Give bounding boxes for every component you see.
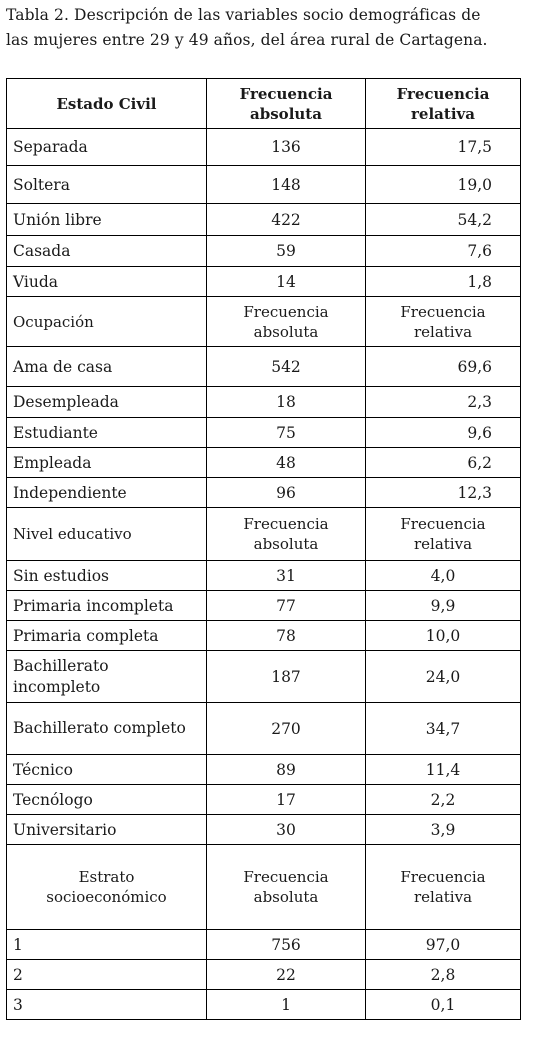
- table-row: [7, 815, 521, 845]
- demographics-table: [6, 78, 521, 1020]
- row-absolute: 17: [207, 785, 366, 815]
- row-relative: 9,9: [366, 591, 521, 621]
- row-relative: 17,5: [366, 129, 521, 166]
- row-absolute: 30: [207, 815, 366, 845]
- table-row: [7, 387, 521, 418]
- table-row: [7, 785, 521, 815]
- header-row-estado-civil: [7, 79, 521, 129]
- header-frecuencia-relativa: Frecuencia relativa: [366, 508, 521, 561]
- row-label: Casada: [7, 236, 207, 267]
- row-label: Independiente: [7, 478, 207, 508]
- row-absolute: 542: [207, 347, 366, 387]
- header-ocupacion: Ocupación: [7, 297, 207, 347]
- row-absolute: 48: [207, 448, 366, 478]
- row-absolute: 14: [207, 267, 366, 297]
- row-absolute: 270: [207, 703, 366, 755]
- row-relative: 0,1: [366, 990, 521, 1020]
- row-label: Primaria incompleta: [7, 591, 207, 621]
- row-label: Separada: [7, 129, 207, 166]
- row-relative: 4,0: [366, 561, 521, 591]
- row-absolute: 148: [207, 166, 366, 204]
- header-row-nivel-educativo: [7, 508, 521, 561]
- row-label: Desempleada: [7, 387, 207, 418]
- row-label: Técnico: [7, 755, 207, 785]
- table-row: [7, 930, 521, 960]
- row-relative: 54,2: [366, 204, 521, 236]
- header-nivel-educativo: Nivel educativo: [7, 508, 207, 561]
- row-relative: 19,0: [366, 166, 521, 204]
- table-row: [7, 561, 521, 591]
- row-label: Estudiante: [7, 418, 207, 448]
- row-relative: 2,8: [366, 960, 521, 990]
- row-label: 3: [7, 990, 207, 1020]
- table-row: [7, 478, 521, 508]
- table-row: [7, 591, 521, 621]
- row-label: Bachillerato completo: [7, 703, 207, 755]
- row-absolute: 77: [207, 591, 366, 621]
- table-row: [7, 129, 521, 166]
- row-absolute: 22: [207, 960, 366, 990]
- row-relative: 10,0: [366, 621, 521, 651]
- header-frecuencia-relativa: Frecuencia relativa: [366, 297, 521, 347]
- table-row: [7, 267, 521, 297]
- row-relative: 24,0: [366, 651, 521, 703]
- table-row: [7, 347, 521, 387]
- header-frecuencia-relativa: Frecuencia relativa: [366, 79, 521, 129]
- header-frecuencia-absoluta: Frecuencia absoluta: [207, 508, 366, 561]
- table-row: [7, 990, 521, 1020]
- header-estrato-socioeconomico: Estrato socioeconómico: [7, 845, 207, 930]
- row-label: Unión libre: [7, 204, 207, 236]
- row-absolute: 1: [207, 990, 366, 1020]
- row-label: Empleada: [7, 448, 207, 478]
- row-absolute: 78: [207, 621, 366, 651]
- row-absolute: 31: [207, 561, 366, 591]
- row-absolute: 422: [207, 204, 366, 236]
- table-row: [7, 236, 521, 267]
- caption-line-2: las mujeres entre 29 y 49 años, del área rural de Cartagena.: [6, 31, 488, 49]
- row-absolute: 18: [207, 387, 366, 418]
- table-row: [7, 703, 521, 755]
- header-estado-civil: Estado Civil: [7, 79, 207, 129]
- row-relative: 2,3: [366, 387, 521, 418]
- table-row: [7, 418, 521, 448]
- table-caption: [6, 3, 536, 53]
- table-row: [7, 755, 521, 785]
- row-label: Sin estudios: [7, 561, 207, 591]
- header-row-ocupacion: [7, 297, 521, 347]
- row-absolute: 89: [207, 755, 366, 785]
- row-label: Ama de casa: [7, 347, 207, 387]
- row-absolute: 96: [207, 478, 366, 508]
- row-relative: 2,2: [366, 785, 521, 815]
- row-absolute: 75: [207, 418, 366, 448]
- row-label: Tecnólogo: [7, 785, 207, 815]
- row-label: Viuda: [7, 267, 207, 297]
- row-relative: 97,0: [366, 930, 521, 960]
- table-row: [7, 204, 521, 236]
- row-relative: 69,6: [366, 347, 521, 387]
- table-row: [7, 651, 521, 703]
- row-relative: 34,7: [366, 703, 521, 755]
- header-frecuencia-absoluta: Frecuencia absoluta: [207, 79, 366, 129]
- row-label: Primaria completa: [7, 621, 207, 651]
- header-frecuencia-absoluta: Frecuencia absoluta: [207, 845, 366, 930]
- caption-line-1: Tabla 2. Descripción de las variables socio demográficas de: [6, 6, 481, 24]
- row-relative: 11,4: [366, 755, 521, 785]
- row-label: 1: [7, 930, 207, 960]
- header-frecuencia-relativa: Frecuencia relativa: [366, 845, 521, 930]
- row-absolute: 187: [207, 651, 366, 703]
- row-absolute: 136: [207, 129, 366, 166]
- table-row: [7, 448, 521, 478]
- row-label: 2: [7, 960, 207, 990]
- row-relative: 9,6: [366, 418, 521, 448]
- row-label: Bachillerato incompleto: [7, 651, 207, 703]
- row-relative: 1,8: [366, 267, 521, 297]
- row-relative: 6,2: [366, 448, 521, 478]
- table-row: [7, 621, 521, 651]
- header-frecuencia-absoluta: Frecuencia absoluta: [207, 297, 366, 347]
- table-row: [7, 166, 521, 204]
- row-label: Soltera: [7, 166, 207, 204]
- row-relative: 12,3: [366, 478, 521, 508]
- row-relative: 7,6: [366, 236, 521, 267]
- row-relative: 3,9: [366, 815, 521, 845]
- header-row-estrato: [7, 845, 521, 930]
- row-absolute: 59: [207, 236, 366, 267]
- row-label: Universitario: [7, 815, 207, 845]
- table-row: [7, 960, 521, 990]
- row-absolute: 756: [207, 930, 366, 960]
